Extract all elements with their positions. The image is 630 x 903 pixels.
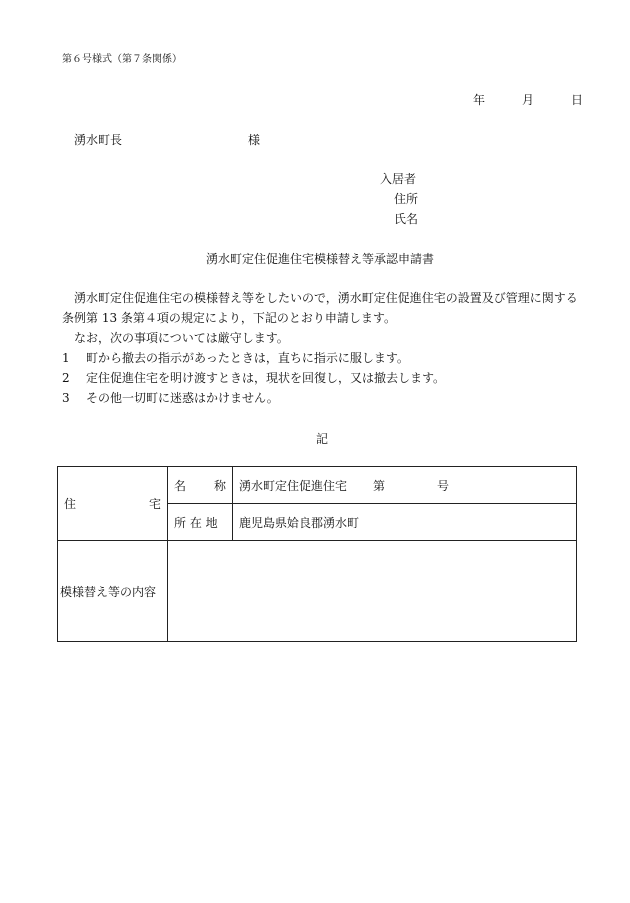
location-label-cell xyxy=(168,504,233,541)
name-label-char: 名 xyxy=(174,478,187,493)
item-text: 定住促進住宅を明け渡すときは，現状を回復し，又は撤去します。 xyxy=(86,371,446,385)
form-number: 第６号様式（第７条関係） xyxy=(62,54,182,65)
table-row xyxy=(58,541,577,642)
item-number: 2 xyxy=(62,371,70,385)
address-label: 住所 xyxy=(394,192,419,206)
number-prefix: 第 xyxy=(373,478,386,493)
item-number: 1 xyxy=(62,351,70,365)
resident-label: 入居者 xyxy=(380,172,417,186)
name-value: 湧水町定住促進住宅 xyxy=(239,478,348,493)
house-label-char: 住 xyxy=(64,497,77,511)
body-paragraph-line1: 湧水町定住促進住宅の模様替え等をしたいので，湧水町定住促進住宅の設置及び管理に関する xyxy=(74,291,578,305)
body-paragraph-2: なお，次の事項については厳守します。 xyxy=(74,331,289,345)
house-label-char: 宅 xyxy=(148,497,161,511)
location-value-cell[interactable] xyxy=(233,504,577,541)
honorific: 様 xyxy=(248,133,261,147)
body-paragraph-line2: 条例第 13 条第４項の規定により，下記のとおり申請します。 xyxy=(62,311,396,325)
date-month-label: 月 xyxy=(522,93,535,107)
ki-heading: 記 xyxy=(316,432,329,446)
name-label-char: 称 xyxy=(213,478,226,493)
house-label-cell xyxy=(58,467,168,541)
document-title: 湧水町定住促進住宅模様替え等承認申請書 xyxy=(206,252,435,266)
content-label: 模様替え等の内容 xyxy=(60,584,157,599)
list-item xyxy=(62,349,409,366)
name-label: 氏名 xyxy=(394,212,419,226)
item-number: 3 xyxy=(62,391,70,405)
location-value: 鹿児島県姶良郡湧水町 xyxy=(239,515,360,530)
table-row xyxy=(58,467,577,504)
item-text: その他一切町に迷惑はかけません。 xyxy=(86,391,279,405)
location-label: 所 在 地 xyxy=(174,515,218,530)
detail-table xyxy=(57,466,577,642)
content-label-cell xyxy=(58,541,168,642)
list-item xyxy=(62,369,445,386)
number-suffix: 号 xyxy=(437,478,450,493)
name-label-cell xyxy=(168,467,233,504)
item-text: 町から撤去の指示があったときは，直ちに指示に服します。 xyxy=(86,351,409,365)
addressee: 湧水町長 xyxy=(74,133,123,147)
date-day-label: 日 xyxy=(571,93,584,107)
content-value-cell[interactable] xyxy=(168,541,577,642)
name-value-cell[interactable] xyxy=(233,467,577,504)
date-year-label: 年 xyxy=(473,93,486,107)
list-item xyxy=(62,389,279,406)
